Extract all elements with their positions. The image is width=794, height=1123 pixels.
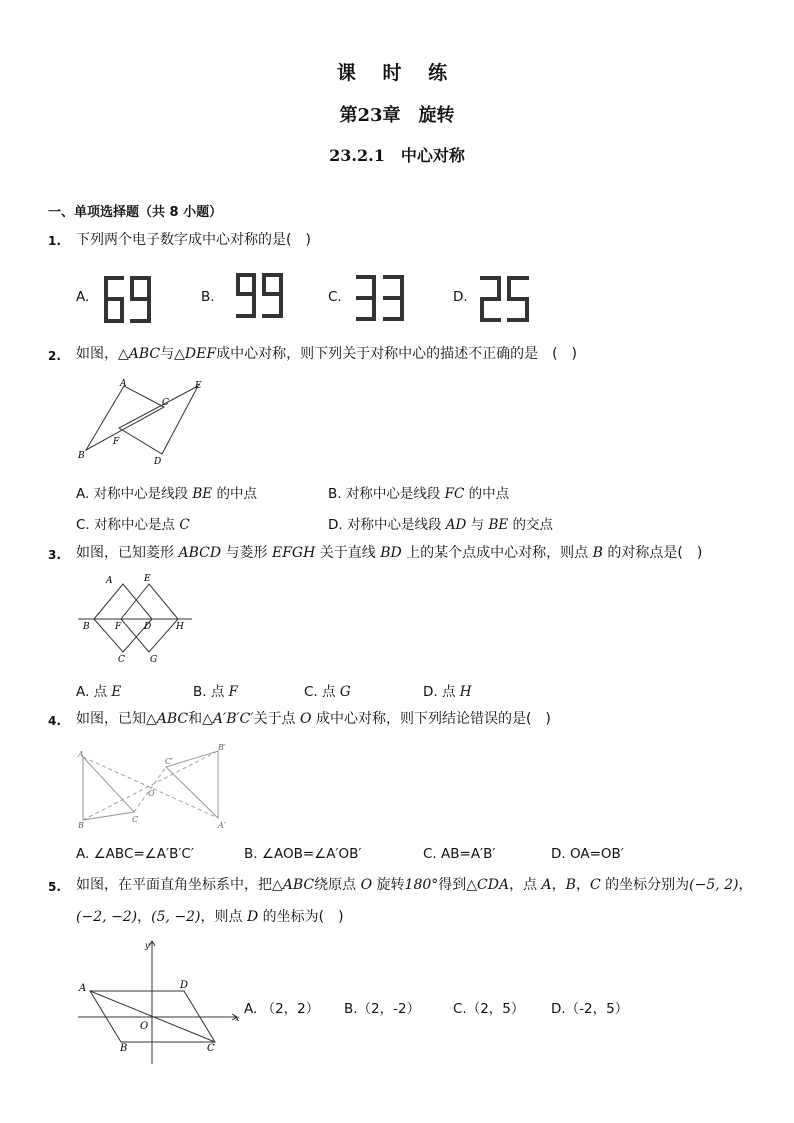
q2-text-mid: 与	[160, 346, 175, 362]
q3-option-a-pre: A. 点	[76, 684, 112, 700]
q4-text-pre: 如图，已知	[76, 711, 146, 727]
q3-option-d-var: H	[459, 684, 472, 700]
q2-option-b-var: FC	[444, 486, 465, 502]
q4-text	[76, 708, 551, 730]
q2-option-d-post: 的交点	[508, 517, 554, 533]
q2-label-c: C	[162, 398, 169, 408]
q3-label-h: H	[176, 622, 184, 632]
q3-option-b-pre: B. 点	[193, 684, 229, 700]
q4-segment-bb	[83, 751, 218, 820]
q5-angle: 180°	[404, 877, 439, 893]
q3-rhombus-abcd	[94, 584, 152, 652]
q2-option-a-var: BE	[192, 486, 213, 502]
q1-number: 1.	[48, 234, 61, 248]
q5-text-mid5: 的坐标分别为	[600, 877, 690, 893]
q4-point-o: O	[300, 711, 312, 727]
q2-triangle-abc	[86, 386, 164, 450]
q4-text-mid: 和	[188, 711, 203, 727]
q3-label-g: G	[150, 655, 158, 665]
q3-text	[76, 542, 702, 564]
q4-option-b: B. ∠AOB=∠A′OB′	[244, 846, 362, 862]
q2-text-pre: 如图，	[76, 346, 118, 362]
q4-text-post: 成中心对称，则下列结论错误的是( )	[311, 711, 551, 727]
q5-text	[76, 874, 776, 896]
q3-text-mid3: 上的某个点成中心对称，则点	[401, 545, 593, 561]
q4-triangle-abc	[83, 757, 134, 820]
q3-rhombus-efgh: EFGH	[271, 545, 316, 561]
q5-option-a: A. （2，2）	[244, 1001, 320, 1017]
q5-text-mid2: 旋转	[372, 877, 405, 893]
q1-option-b-digits	[234, 272, 286, 322]
q3-option-d	[423, 680, 472, 700]
q5-sep2: ，	[575, 877, 590, 893]
q3-option-c-var: G	[339, 684, 351, 700]
q3-option-c	[304, 680, 351, 700]
q5-point-a: A	[541, 877, 552, 893]
q2-tri-def: △DEF	[174, 346, 217, 362]
q3-text-post: 的对称点是( )	[602, 545, 703, 561]
q5-option-c: C.（2，5）	[453, 1001, 525, 1017]
q3-option-c-pre: C. 点	[304, 684, 340, 700]
q3-option-a	[76, 680, 121, 700]
q4-option-d: D. OA=OB′	[551, 846, 624, 862]
q5-number: 5.	[48, 880, 61, 894]
q2-option-d-pre: D. 对称中心是线段	[328, 517, 446, 533]
q2-option-b	[328, 482, 509, 502]
q1-option-c-label: C.	[328, 289, 342, 305]
q4-label-b: B	[78, 821, 84, 830]
section-title: 23.2.1 中心对称	[329, 146, 465, 165]
q4-option-a: A. ∠ABC=∠A′B′C′	[76, 846, 194, 862]
chapter-title: 第23章 旋转	[339, 105, 455, 126]
part-heading: 一、单项选择题（共 8 小题）	[48, 205, 223, 220]
q2-option-b-pre: B. 对称中心是线段	[328, 486, 445, 502]
q3-option-b-var: F	[228, 684, 239, 700]
q5-text-mid4: ，点	[509, 877, 542, 893]
q3-label-f: F	[115, 622, 122, 632]
q3-label-a: A	[106, 576, 113, 586]
q2-label-d: D	[154, 457, 162, 467]
q5-option-d: D.（-2，5）	[551, 1001, 629, 1017]
q3-label-d: D	[144, 622, 152, 632]
q3-label-c: C	[118, 655, 125, 665]
q2-option-a	[76, 482, 257, 502]
q2-label-f: F	[113, 437, 120, 447]
page-title: 课 时 练	[336, 62, 458, 84]
q5-label-o: O	[140, 1021, 149, 1032]
q2-figure	[76, 378, 208, 468]
q5-label-b: B	[120, 1043, 128, 1054]
q2-label-b: B	[78, 451, 85, 461]
q2-option-b-post: 的中点	[464, 486, 510, 502]
q2-option-d-mid: 与	[466, 517, 489, 533]
q3-rhombus-efgh	[121, 584, 178, 652]
q3-text-pre: 如图，已知菱形	[76, 545, 179, 561]
q3-option-d-pre: D. 点	[423, 684, 460, 700]
q5-sep3: ，	[738, 877, 753, 893]
q2-option-c	[76, 513, 190, 533]
q2-option-a-post: 的中点	[212, 486, 257, 502]
q2-label-e: E	[195, 381, 202, 391]
q5-point-d: D	[246, 909, 259, 925]
q5-sep1: ，	[551, 877, 566, 893]
q5-text-line2	[76, 906, 344, 928]
q3-point-b: B	[592, 545, 603, 561]
q3-number: 3.	[48, 548, 61, 562]
q2-option-d-var1: AD	[445, 517, 467, 533]
q3-figure	[78, 572, 194, 664]
q2-tri-abc: △ABC	[118, 346, 161, 362]
q1-option-c-digits	[355, 274, 407, 324]
q4-label-c: C	[132, 815, 139, 824]
q5-point-c: C	[589, 877, 601, 893]
q5-label-c: C	[207, 1043, 215, 1054]
q2-option-c-pre: C. 对称中心是点	[76, 517, 180, 533]
q5-point-o: O	[360, 877, 373, 893]
q5-coord-a: (−5, 2)	[689, 877, 739, 893]
q3-line-bd: BD	[380, 545, 402, 561]
q5-coord-c: (5, −2)	[151, 909, 201, 925]
q5-label-x: x	[235, 1014, 240, 1023]
q4-option-c: C. AB=A′B′	[423, 846, 496, 862]
q2-option-d-var2: BE	[488, 517, 509, 533]
q4-label-o: O	[148, 789, 155, 798]
q3-label-e: E	[144, 574, 151, 584]
q1-text: 下列两个电子数字成中心对称的是( )	[76, 232, 311, 248]
q2-option-d	[328, 513, 553, 533]
q2-text	[76, 343, 577, 365]
q2-text-post: 成中心对称，则下列关于对称中心的描述不正确的是 ( )	[216, 346, 578, 362]
q4-label-c-prime: C′	[165, 757, 173, 766]
q1-option-b-label: B.	[201, 289, 215, 305]
q3-rhombus-abcd: ABCD	[178, 545, 222, 561]
q4-tri-abc-prime: △A′B′C′	[202, 711, 254, 727]
q2-option-c-var: C	[179, 517, 190, 533]
q5-text-post: ，则点	[200, 909, 247, 925]
q1-option-d-label: D.	[453, 289, 468, 305]
q5-tri-abc: △ABC	[272, 877, 315, 893]
q3-text-mid2: 关于直线	[315, 545, 381, 561]
q1-option-d-digits	[478, 275, 532, 325]
q4-label-a-prime: A′	[218, 821, 226, 830]
q5-text-mid3: 得到	[438, 877, 467, 893]
q5-option-b: B.（2，-2）	[344, 1001, 421, 1017]
q1-option-a-label: A.	[76, 289, 90, 305]
q5-label-d: D	[180, 980, 189, 991]
q4-figure	[76, 740, 236, 832]
q3-option-b	[193, 680, 238, 700]
q5-text-pre: 如图，在平面直角坐标系中，把	[76, 877, 272, 893]
q4-label-b-prime: B′	[218, 743, 226, 752]
q4-number: 4.	[48, 714, 61, 728]
q2-label-a: A	[120, 379, 127, 389]
q5-label-y: y	[145, 941, 150, 950]
q2-number: 2.	[48, 349, 61, 363]
q5-sep4: ，	[137, 909, 152, 925]
q3-option-a-var: E	[111, 684, 122, 700]
q5-label-a: A	[79, 983, 87, 994]
q5-text-mid1: 绕原点	[314, 877, 361, 893]
q3-label-b: B	[83, 622, 90, 632]
q4-segment-aa	[83, 757, 218, 818]
q4-triangle-abc-prime	[166, 751, 218, 818]
q4-label-a: A	[78, 750, 84, 759]
q4-tri-abc: △ABC	[146, 711, 189, 727]
q5-text-end: 的坐标为( )	[258, 909, 344, 925]
q1-option-a-digits	[102, 275, 154, 325]
q5-figure	[76, 938, 244, 1068]
q5-tri-cda: △CDA	[466, 877, 510, 893]
q2-option-a-pre: A. 对称中心是线段	[76, 486, 193, 502]
q4-text-mid2: 关于点	[253, 711, 301, 727]
q5-coord-b: (−2, −2)	[76, 909, 138, 925]
q3-text-mid1: 与菱形	[221, 545, 272, 561]
q2-triangle-def	[119, 386, 198, 454]
q5-point-b: B	[565, 877, 576, 893]
